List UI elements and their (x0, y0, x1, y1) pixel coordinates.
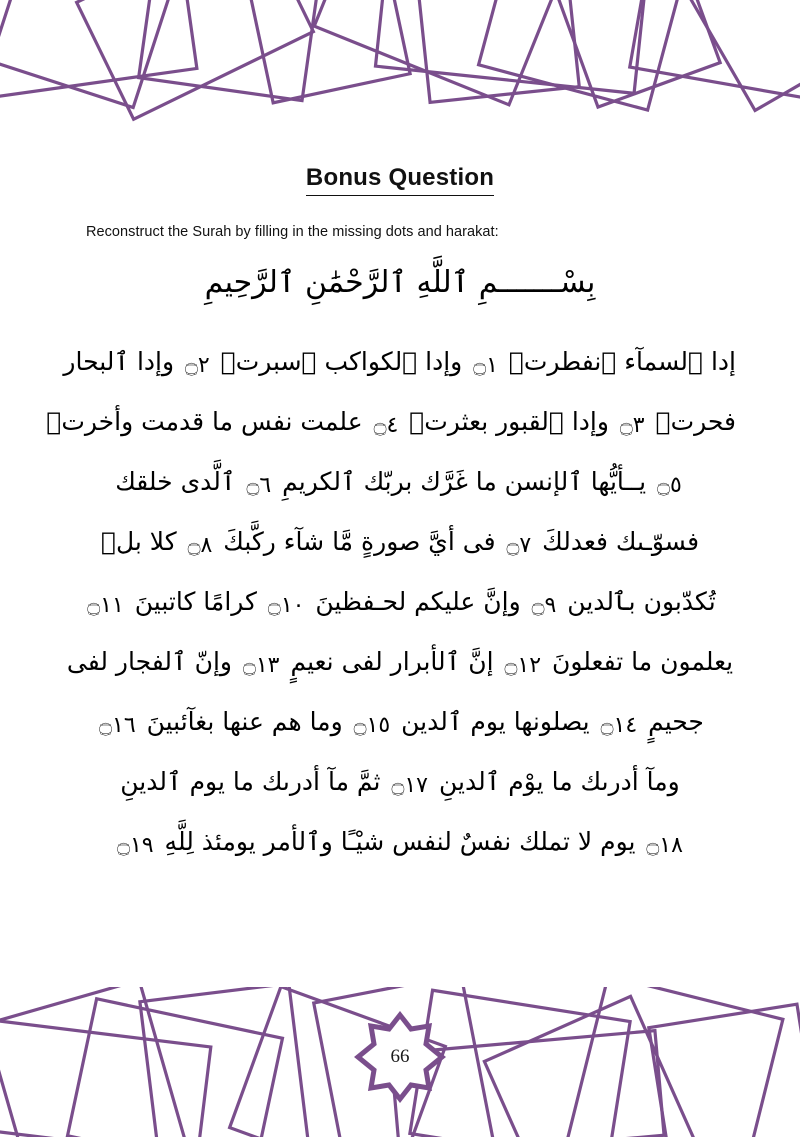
ayah-text: إدا ٱلسمآء ٱنفطرتۡ (508, 346, 736, 376)
ayah-text: يصلونها يوم ٱلدين (401, 706, 590, 736)
decorative-rectangle (0, 987, 185, 1137)
decorative-rectangle (0, 0, 180, 108)
ayah-line (64, 812, 736, 872)
ayah-text: يــأيُّها ٱلإنسن ما غَرَّك بربّك ٱلكريمِ (282, 466, 647, 496)
ayah-text: كرامًا كاتبينَ (134, 586, 257, 616)
top-border-pattern (0, 0, 800, 150)
ayah-text: ٱلَّدى خلقك (115, 466, 236, 496)
basmala-wrap (0, 266, 800, 318)
ayah-text: علمت نفس ما قدمت وأخرتۡ (46, 406, 363, 436)
ayah-text: كلا بلۡ (100, 526, 177, 556)
decorative-rectangle (314, 0, 556, 105)
verse-marker: ۝٥ (657, 472, 682, 498)
ayah-text: يوم لا تملك نفسٌ لنفس شيْـًا وٱلأمر يومئذ لِلَّهِ (164, 826, 636, 856)
ayah-line (64, 692, 736, 752)
verse-marker: ۝٧ (506, 532, 532, 558)
verse-marker: ۝٣ (619, 412, 645, 438)
ayah-text: وإدا ٱلبحار (63, 346, 175, 376)
ayah-text: يعلمون ما تفعلونَ (551, 646, 734, 676)
decorative-rectangle (240, 0, 410, 103)
basmala-calligraphy: بِسْـــــــمِ ٱللَّهِ ٱلرَّحْمَٰنِ ٱلرَّحِيمِ (204, 264, 596, 300)
decorative-rectangle (0, 0, 197, 100)
ayah-text: ومآ أدرىك ما يوْم ٱلدينِ (438, 766, 680, 796)
page-number-badge (354, 1011, 446, 1103)
verse-marker: ۝١٨ (646, 832, 683, 858)
ayah-text: فحرتۡ (655, 406, 736, 436)
ayah-text: وما هم عنها بغآئبينَ (146, 706, 343, 736)
page-number-text: 66 (390, 1046, 410, 1067)
decorative-rectangle (411, 0, 580, 102)
verse-marker: ۝١٥ (353, 712, 391, 738)
verse-marker: ۝١٦ (99, 712, 136, 738)
verse-marker: ۝١ (473, 352, 498, 378)
top-decorative-border (0, 0, 800, 150)
ayah-line (64, 632, 736, 692)
ayah-text: فسوّـىك فعدلكَ (542, 526, 700, 556)
verse-marker: ۝١٤ (600, 712, 638, 738)
ayah-line (64, 332, 736, 392)
verse-marker: ۝١٢ (504, 652, 542, 678)
surah-text-body (46, 332, 736, 872)
ayah-line (46, 392, 736, 452)
decorative-rectangle (484, 996, 695, 1137)
verse-marker: ۝٢ (185, 352, 210, 378)
ayah-text: وإنَّ عليكم لحـفظينَ (315, 586, 521, 616)
decorative-rectangle (540, 0, 720, 107)
page-content (0, 150, 800, 872)
verse-marker: ۝٤ (373, 412, 399, 438)
ayah-text: وإنّ ٱلفجار لفى (66, 646, 232, 676)
decorative-rectangle (665, 0, 800, 110)
ayah-text: وإدا ٱلكواكب ٱسبرتۡ (220, 346, 463, 376)
ayah-text: إنَّ ٱلأبرار لفى نعيمٍ (290, 646, 494, 676)
ayah-line (64, 752, 736, 812)
ayah-line (64, 452, 736, 512)
instruction-text: Reconstruct the Surah by filling in the missing dots and harakat: (86, 223, 499, 240)
ayah-line (64, 512, 736, 572)
verse-marker: ۝٨ (187, 532, 213, 558)
ayah-text: ثمَّ مآ أدرىك ما يوم ٱلدينِ (120, 766, 381, 796)
ayah-text: وإدا ٱلقبور بعثرتۡ (409, 406, 609, 436)
verse-marker: ۝١٣ (242, 652, 280, 678)
verse-marker: ۝٩ (531, 592, 557, 618)
decorative-rectangle (649, 1004, 800, 1137)
page-title-wrap (0, 164, 800, 196)
decorative-rectangle (140, 987, 310, 1137)
ayah-line (64, 572, 736, 632)
decorative-rectangle (77, 0, 314, 119)
ayah-text: جحيمٍ (648, 706, 704, 736)
decorative-rectangle (0, 1018, 211, 1137)
verse-marker: ۝١١ (87, 592, 124, 618)
verse-marker: ۝٦ (246, 472, 272, 498)
decorative-rectangle (630, 0, 800, 101)
verse-marker: ۝١٠ (267, 592, 305, 618)
decorative-rectangle (479, 0, 687, 110)
decorative-rectangle (375, 0, 644, 93)
page-title: Bonus Question (306, 164, 494, 196)
decorative-rectangle (567, 987, 783, 1137)
verse-marker: ۝١٩ (117, 832, 154, 858)
verse-marker: ۝١٧ (391, 772, 428, 798)
ayah-text: تُكدّبون بٱلدين (567, 586, 716, 616)
decorative-rectangle (139, 0, 327, 101)
decorative-rectangle (68, 999, 283, 1137)
ayah-text: فى أيَّ صورةٍ مَّا شآء ركَّبكَ (223, 526, 496, 556)
